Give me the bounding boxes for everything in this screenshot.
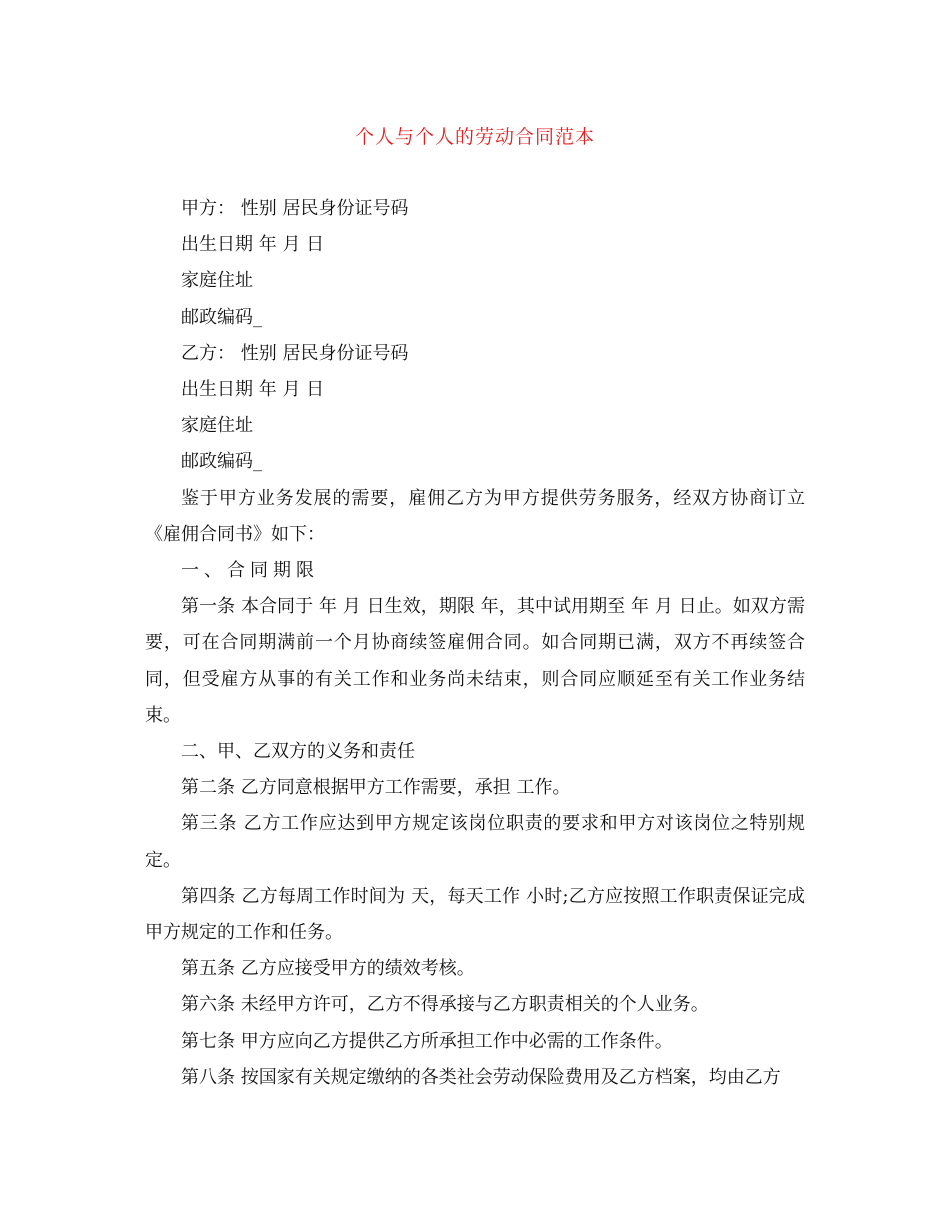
section-heading-term: 一、合同期限 — [181, 560, 319, 582]
party-a-birthdate: 出生日期 年 月 日 — [181, 234, 325, 256]
party-a-line: 甲方： 性别 居民身份证号码 — [181, 198, 409, 219]
document-title: 个人与个人的劳动合同范本 — [354, 126, 595, 148]
party-a-postcode: 邮政编码_ — [181, 306, 262, 328]
document-body — [145, 191, 805, 1096]
preamble-paragraph: 鉴于甲方业务发展的需要，雇佣乙方为甲方提供劳务服务，经双方协商订立《雇佣合同书》如下： — [145, 487, 805, 545]
party-b-line: 乙方： 性别 居民身份证号码 — [181, 342, 409, 364]
article-5: 第五条 乙方应接受甲方的绩效考核。 — [181, 958, 475, 980]
article-1: 第一条 本合同于 年 月 日生效，期限 年，其中试用期至 年 月 日止。如双方需要，可在合同期满前一个月协商续签雇佣合同。如合同期已满，双方不再续签合同，但受雇方从事的有关工作和业务尚未结束，则合同应顺延至有关工作业务结束。 — [145, 596, 805, 726]
article-7: 第七条 甲方应向乙方提供乙方所承担工作中必需的工作条件。 — [181, 1030, 673, 1052]
article-6: 第六条 未经甲方许可，乙方不得承接与乙方职责相关的个人业务。 — [181, 994, 709, 1016]
party-a-address: 家庭住址 — [181, 270, 253, 292]
party-b-address: 家庭住址 — [181, 415, 253, 437]
party-b-birthdate: 出生日期 年 月 日 — [181, 379, 325, 401]
article-2: 第二条 乙方同意根据甲方工作需要，承担 工作。 — [181, 777, 571, 799]
section-heading-obligations: 二、甲、乙双方的义务和责任 — [181, 741, 415, 763]
article-3: 第三条 乙方工作应达到甲方规定该岗位职责的要求和甲方对该岗位之特别规定。 — [145, 813, 805, 871]
article-4: 第四条 乙方每周工作时间为 天，每天工作 小时;乙方应按照工作职责保证完成甲方规定的工作和任务。 — [145, 885, 805, 944]
party-b-postcode: 邮政编码_ — [181, 451, 262, 473]
article-8: 第八条 按国家有关规定缴纳的各类社会劳动保险费用及乙方档案，均由乙方 — [181, 1066, 781, 1088]
